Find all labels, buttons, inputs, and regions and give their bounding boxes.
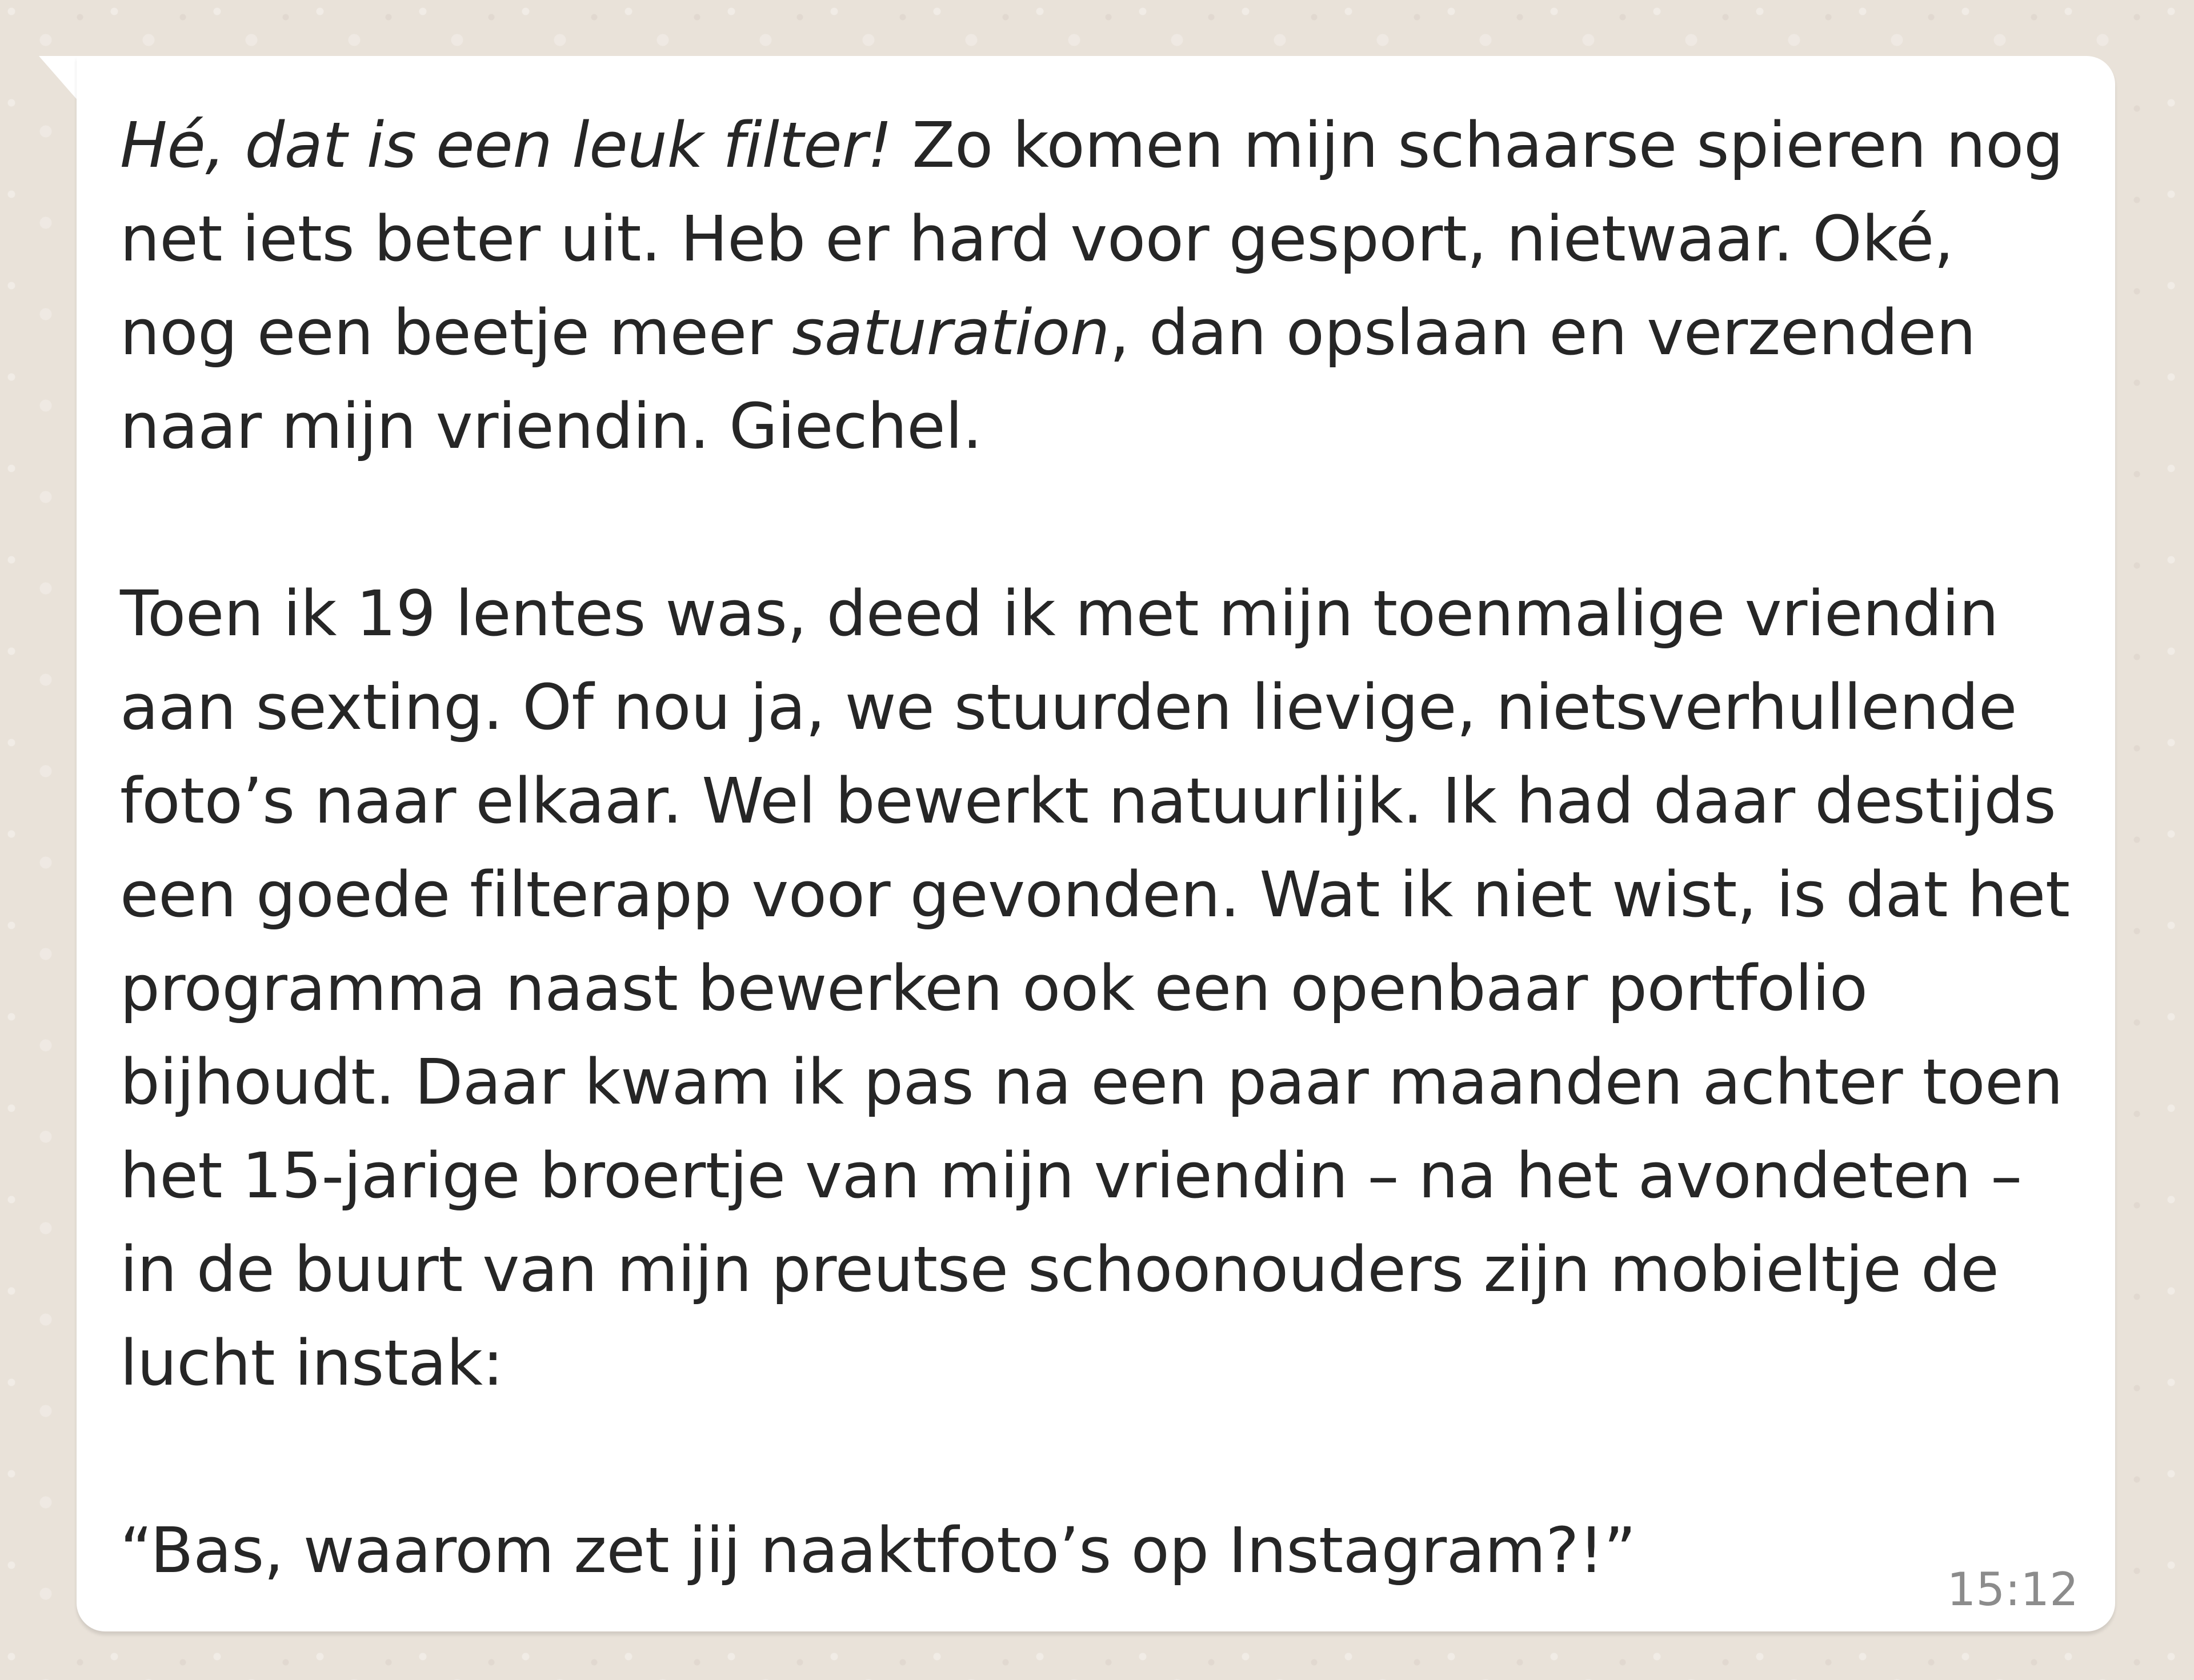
message-paragraph-2: Toen ik 19 lentes was, deed ik met mijn toenmalige vriendin aan sexting. Of nou ja, we stuurden lievige, nietsverhullende foto’s naar elkaar. Wel bewerkt natuurlijk. Ik had daar destijds een goede filterapp voor gevonden. Wat ik niet wist, is dat het programma naast bewerken ook een openbaar portfolio bijhoudt. Daar kwam ik pas na een paar maanden achter toen het 15-jarige broertje van mijn vriendin – na het avondeten – in de buurt van mijn preutse schoonouders zijn mobieltje de lucht instak: — [120, 577, 2070, 1400]
message-text — [120, 98, 2085, 1597]
paragraph-gap — [120, 473, 2085, 567]
message-timestamp: 15:12 — [1947, 1563, 2079, 1616]
italic-intro: Hé, dat is een leuk filter! — [120, 109, 892, 182]
paragraph-1-text-a: Zo komen mijn schaarse spieren nog net iets beter uit. Heb er hard voor gesport, nietwaar. Oké, nog een beetje meer — [120, 109, 2064, 369]
paragraph-gap — [120, 1410, 2085, 1503]
italic-word: saturation — [792, 296, 1110, 369]
paragraph-1-text-b: , dan opslaan en verzenden naar mijn vriendin. Giechel. — [120, 296, 1976, 463]
message-paragraph-1 — [120, 98, 2085, 473]
message-bubble-tail — [39, 56, 79, 102]
message-paragraph-3: “Bas, waarom zet jij naaktfoto’s op Instagram?!” — [120, 1514, 1636, 1587]
